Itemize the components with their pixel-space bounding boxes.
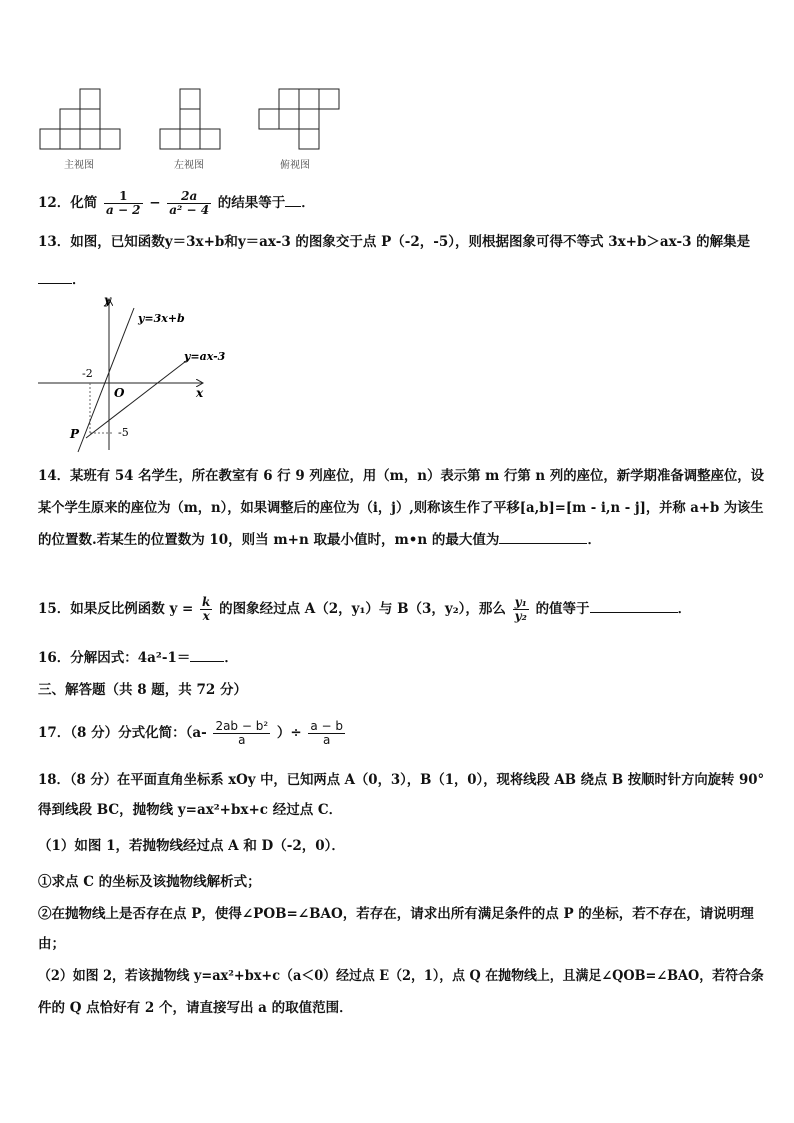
question-18-line-2: 得到线段 BC，抛物线 y=ax²+bx+c 经过点 C． bbox=[38, 802, 343, 818]
q12-fraction-2: $\frac{2a}{\text{a² − 4}}$ bbox=[169, 189, 210, 217]
point-p-label: P bbox=[70, 427, 80, 441]
question-17: 17．（8 分）分式化简：（a- $\frac{\text{2ab − b²}}{a}$ ）÷ $\frac{a - b}{a}$ bbox=[38, 719, 344, 747]
question-14-line-1: 14．某班有 54 名学生，所在教室有 6 行 9 列座位，用（m，n）表示第 m 行第 n 列的座位，新学期准备调整座位，设 bbox=[38, 468, 765, 484]
line2-label: y=ax-3 bbox=[184, 350, 226, 363]
x-axis-label: x bbox=[196, 386, 204, 400]
question-18-line-5: ②在抛物线上是否存在点 P，使得∠POB=∠BAO，若存在，请求出所有满足条件的点 P 的坐标，若不存在，请说明理 bbox=[38, 906, 754, 922]
question-18-line-8: 件的 Q 点恰好有 2 个，请直接写出 a 的取值范围． bbox=[38, 1000, 353, 1016]
question-13-blank-line: ． bbox=[38, 270, 86, 290]
origin-label: O bbox=[114, 386, 125, 400]
section-3-heading: 三、解答题（共 8 题，共 72 分） bbox=[38, 682, 247, 698]
question-14-line-3: 的位置数.若某生的位置数为 10，则当 m+n 取最小值时，m•n 的最大值为 ． bbox=[38, 532, 601, 548]
answer-blank bbox=[190, 661, 224, 662]
question-18-line-1: 18．（8 分）在平面直角坐标系 xOy 中，已知两点 A（0，3），B（1，0），现将线段 AB 绕点 B 按顺时针方向旋转 90° bbox=[38, 772, 765, 788]
q12-fraction-1: $\frac{1}{a - 2}$ bbox=[106, 189, 141, 217]
answer-blank bbox=[285, 206, 301, 207]
tick-x-label: -2 bbox=[82, 367, 93, 380]
front-view bbox=[40, 89, 120, 149]
top-view bbox=[259, 89, 339, 149]
y-axis-label: y bbox=[104, 294, 111, 307]
line1-label: y=3x+b bbox=[138, 312, 185, 325]
line-y-ax-3 bbox=[86, 358, 190, 438]
question-13: 13．如图，已知函数y＝3x+b和y＝ax-3 的图象交于点 P（-2，-5），则根据图象可得不等式 3x+b＞ax-3 的解集是 bbox=[38, 234, 751, 250]
q15-fraction-y: $\frac{\text{y₁}}{\text{y₂}}$ bbox=[514, 595, 527, 623]
left-view bbox=[160, 89, 220, 149]
tick-y-label: -5 bbox=[118, 426, 129, 439]
answer-blank bbox=[499, 543, 587, 544]
question-12: 12．化简 $\frac{1}{a - 2}$ − $\frac{2a}{\text{a² − 4}}$ 的结果等于 ． bbox=[38, 189, 315, 217]
q17-fraction-2: $\frac{a - b}{a}$ bbox=[310, 719, 344, 747]
question-18-line-6: 由； bbox=[38, 936, 65, 952]
left-view-caption: 左视图 bbox=[174, 160, 204, 171]
question-15: 15．如果反比例函数 y = $\frac{k}{x}$ 的图象经过点 A（2，y₁）与 B（3，y₂），那么 $\frac{\text{y₁}}{\text{y₂}}$ 的值等于 ． bbox=[38, 595, 692, 623]
question-16: 16．分解因式：4a²-1＝ ． bbox=[38, 650, 238, 666]
question-18-line-7: （2）如图 2，若该抛物线 y=ax²+bx+c（a＜0）经过点 E（2，1），点 Q 在抛物线上，且满足∠QOB=∠BAO，若符合条 bbox=[38, 968, 764, 984]
question-14-line-2: 某个学生原来的座位为（m，n），如果调整后的座位为（i，j）,则称该生作了平移[a,b]=[m - i,n - j]，并称 a+b 为该生 bbox=[38, 500, 764, 516]
q13-graph bbox=[34, 294, 244, 454]
three-views-figure bbox=[36, 86, 346, 152]
question-18-line-4: ①求点 C 的坐标及该抛物线解析式； bbox=[38, 874, 261, 890]
q17-fraction-1: $\frac{\text{2ab − b²}}{a}$ bbox=[215, 719, 269, 747]
q15-fraction-k: $\frac{k}{x}$ bbox=[202, 595, 211, 623]
answer-blank bbox=[590, 612, 678, 613]
front-view-caption: 主视图 bbox=[64, 160, 94, 171]
question-18-line-3: （1）如图 1，若抛物线经过点 A 和 D（-2，0）． bbox=[38, 838, 345, 854]
top-view-caption: 俯视图 bbox=[280, 160, 310, 171]
answer-blank bbox=[38, 283, 72, 284]
